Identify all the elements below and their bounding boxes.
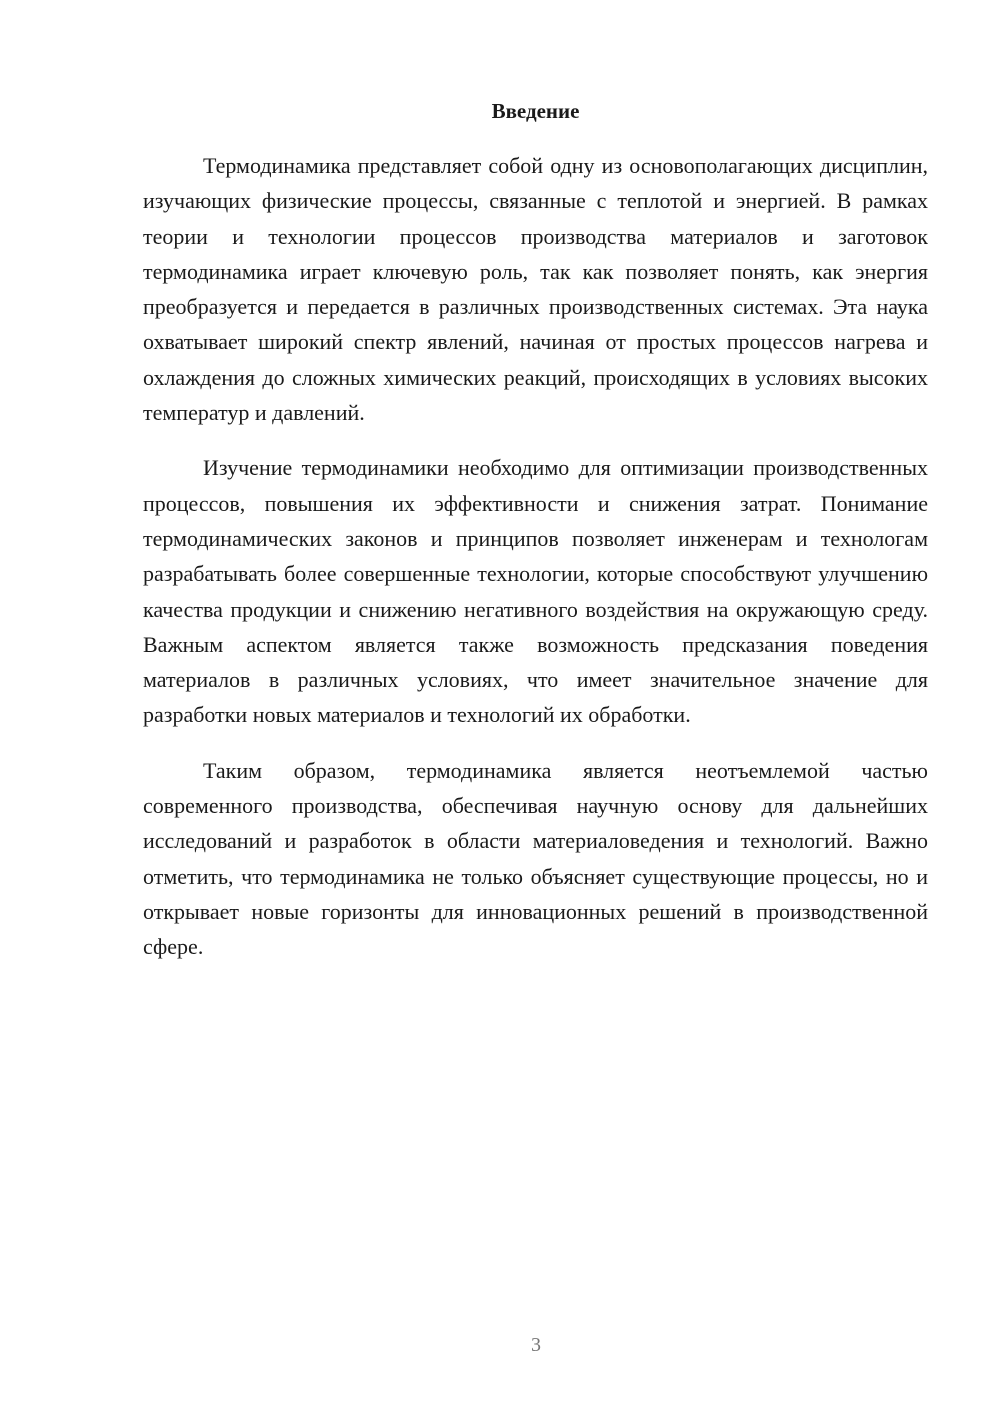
paragraph-1: Термодинамика представляет собой одну из основополагающих дисциплин, изучающих физические процессы, связанные с теплотой и энергией. В рамках теории и технологии процессов производства материалов и заготовок термодинамика играет ключевую роль, так как позволяет понять, как энергия преобразуется и передается в различных производственных системах. Эта наука охватывает широкий спектр явлений, начиная от простых процессов нагрева и охлаждения до сложных химических реакций, происходящих в условиях высоких температур и давлений. [143,153,928,426]
paragraph-2: Изучение термодинамики необходимо для оптимизации производственных процессов, повышения их эффективности и снижения затрат. Понимание термодинамических законов и принципов позволяет инженерам и технологам разрабатывать более совершенные технологии, которые способствуют улучшению качества продукции и снижению негативного воздействия на окружающую среду. Важным аспектом является также возможность предсказания поведения материалов в различных условиях, что имеет значительное значение для разработки новых материалов и технологий их обработки. [143,455,928,728]
section-title: Введение [491,99,580,123]
page-content [143,94,928,985]
paragraph-3: Таким образом, термодинамика является неотъемлемой частью современного производства, обеспечивая научную основу для дальнейших исследований и разработок в области материаловедения и технологий. Важно отметить, что термодинамика не только объясняет существующие процессы, но и открывает новые горизонты для инновационных решений в производственной сфере. [143,757,928,960]
page-number: 3 [531,1334,541,1356]
